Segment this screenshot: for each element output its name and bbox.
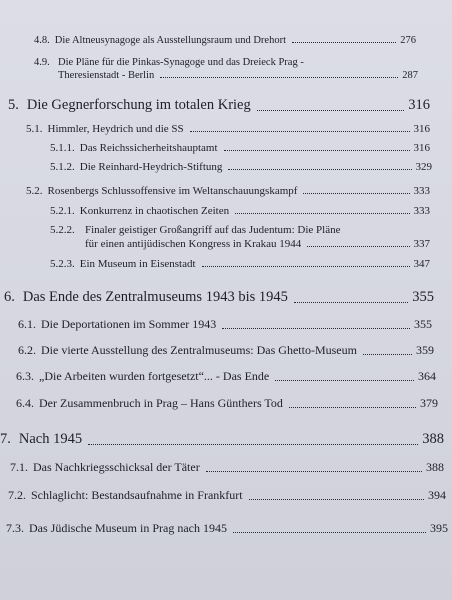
entry-number: 7. <box>0 431 11 447</box>
entry-title: Die vierte Ausstellung des Zentralmuseums: Das Ghetto-Museum <box>41 343 357 357</box>
entry-page: 276 <box>400 35 416 46</box>
entry-number: 4.9. <box>34 57 50 68</box>
dot-leader <box>307 246 409 247</box>
entry-number: 5.2.1. <box>50 205 75 217</box>
entry-number: 6.2. <box>18 343 36 357</box>
dot-leader <box>202 266 410 267</box>
entry-title: Die Gegnerforschung im totalen Krieg <box>26 97 251 113</box>
entry-page: 395 <box>430 521 448 535</box>
entry-page: 355 <box>412 289 434 305</box>
toc-entry-7 <box>0 431 444 448</box>
entry-title: „Die Arbeiten wurden fortgesetzt“... - Das Ende <box>39 369 270 383</box>
toc-entry-6-4 <box>16 396 438 411</box>
dot-leader <box>228 169 411 170</box>
entry-title: Rosenbergs Schlussoffensive im Weltanschauungskampf <box>47 185 298 197</box>
dot-leader <box>224 150 410 151</box>
entry-title: Himmler, Heydrich und die SS <box>47 123 184 135</box>
entry-title-line1: Finaler geistiger Großangriff auf das Judentum: Die Pläne <box>85 224 341 236</box>
toc-entry-5-2-1 <box>50 205 430 217</box>
entry-page: 359 <box>416 343 434 357</box>
dot-leader <box>303 193 409 194</box>
toc-entry-4-8 <box>34 35 416 46</box>
entry-number: 5.2.3. <box>50 258 75 270</box>
toc-entry-7-3 <box>6 521 448 536</box>
entry-page: 337 <box>413 238 430 250</box>
dot-leader <box>233 532 426 533</box>
entry-number: 6. <box>4 289 15 305</box>
toc-entry-7-1 <box>10 460 444 475</box>
entry-page: 364 <box>418 369 436 383</box>
entry-number: 5.1.2. <box>50 161 75 173</box>
dot-leader <box>275 380 414 381</box>
entry-title: Der Zusammenbruch in Prag – Hans Günthers Tod <box>39 396 283 410</box>
toc-entry-5-2-3 <box>50 258 430 270</box>
dot-leader <box>289 407 416 408</box>
dot-leader <box>190 131 410 132</box>
toc-entry-6-2 <box>18 343 434 358</box>
entry-page: 316 <box>413 142 430 154</box>
toc-entry-6-1 <box>18 317 432 332</box>
dot-leader <box>222 328 410 329</box>
toc-entry-5-2-2 <box>50 224 430 256</box>
toc-entry-5-2 <box>26 185 430 197</box>
entry-title: Das Jüdische Museum in Prag nach 1945 <box>29 521 227 535</box>
toc-entry-5-1-2 <box>50 161 432 173</box>
entry-page: 388 <box>422 431 444 447</box>
entry-page: 329 <box>415 161 432 173</box>
entry-page: 379 <box>420 396 438 410</box>
entry-number: 5.1. <box>26 123 43 135</box>
entry-title: Schlaglicht: Bestandsaufnahme in Frankfurt <box>31 488 243 502</box>
toc-entry-4-9 <box>34 57 418 87</box>
dot-leader <box>206 471 422 472</box>
entry-page: 316 <box>413 123 430 135</box>
entry-number: 5. <box>8 97 19 113</box>
toc-entry-6 <box>4 289 434 306</box>
entry-page: 316 <box>408 97 430 113</box>
entry-title: Die Reinhard-Heydrich-Stiftung <box>79 161 223 173</box>
entry-title-line2: für einen antijüdischen Kongress in Krakau 1944 <box>85 238 302 250</box>
entry-number: 4.8. <box>34 35 50 46</box>
entry-page: 333 <box>413 205 430 217</box>
entry-title-line1: Die Pläne für die Pinkas-Synagoge und das Dreieck Prag - <box>58 57 304 68</box>
dot-leader <box>235 213 409 214</box>
entry-page: 355 <box>414 317 432 331</box>
entry-number: 5.1.1. <box>50 142 75 154</box>
entry-number: 6.4. <box>16 396 34 410</box>
entry-title: Das Ende des Zentralmuseums 1943 bis 1945 <box>22 289 288 305</box>
toc-entry-5 <box>8 97 430 114</box>
entry-number: 7.3. <box>6 521 24 535</box>
entry-number: 6.1. <box>18 317 36 331</box>
entry-page: 287 <box>402 70 418 81</box>
toc-entry-6-3 <box>16 369 436 384</box>
entry-title: Die Altneusynagoge als Ausstellungsraum und Drehort <box>54 35 287 46</box>
entry-title-line2: Theresienstadt - Berlin <box>58 70 155 81</box>
toc-entry-7-2 <box>8 488 446 503</box>
entry-number: 5.2. <box>26 185 43 197</box>
dot-leader <box>363 354 412 355</box>
entry-number: 7.2. <box>8 488 26 502</box>
toc-entry-5-1 <box>26 123 430 135</box>
dot-leader <box>249 499 424 500</box>
entry-page: 347 <box>413 258 430 270</box>
entry-title: Das Nachkriegsschicksal der Täter <box>33 460 200 474</box>
entry-number: 5.2.2. <box>50 224 75 236</box>
entry-title: Das Reichssicherheitshauptamt <box>79 142 218 154</box>
dot-leader <box>160 77 398 78</box>
entry-page: 388 <box>426 460 444 474</box>
entry-number: 6.3. <box>16 369 34 383</box>
dot-leader <box>294 302 408 303</box>
entry-title: Die Deportationen im Sommer 1943 <box>41 317 217 331</box>
dot-leader <box>257 110 405 111</box>
entry-title: Nach 1945 <box>18 431 83 447</box>
entry-page: 394 <box>428 488 446 502</box>
dot-leader <box>88 444 418 445</box>
toc-entry-5-1-1 <box>50 142 430 154</box>
dot-leader <box>292 42 396 43</box>
entry-page: 333 <box>413 185 430 197</box>
entry-number: 7.1. <box>10 460 28 474</box>
entry-title: Ein Museum in Eisenstadt <box>79 258 196 270</box>
entry-title: Konkurrenz in chaotischen Zeiten <box>79 205 230 217</box>
